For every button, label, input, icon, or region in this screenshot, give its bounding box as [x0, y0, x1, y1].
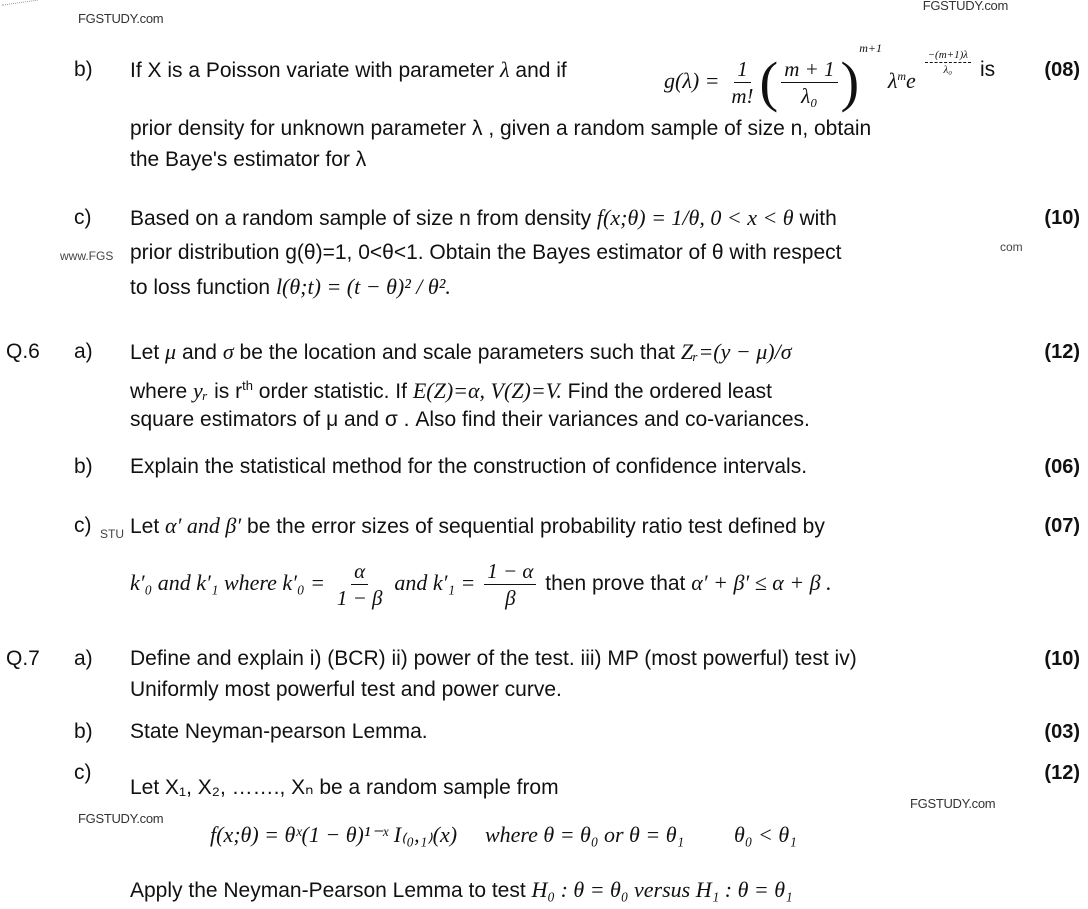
watermark-top-right: FGSTUDY.com — [922, 0, 1008, 13]
part-label: b) — [74, 720, 93, 743]
marks: (03) — [1044, 721, 1080, 743]
watermark-bottom-right: FGSTUDY.com — [910, 796, 996, 811]
part-label: c) — [74, 206, 92, 229]
part-label: b) — [74, 455, 93, 478]
part-label: b) — [74, 58, 93, 81]
question-text-line3: the Baye's estimator for λ — [130, 148, 367, 171]
watermark-left-partial: www.FGS — [60, 249, 114, 263]
prior-density-formula: g(λ) = $\frac{1}{m!}$ ( $\frac{m + 1}{\text{λ₀}}$ )$^{m+1}$ $\lambda^me$ $\frac{-(m+1)\lambda}{\text{λ₀}}$ — [664, 31, 974, 110]
question-number: Q.7 — [6, 647, 40, 670]
marks: (06) — [1044, 456, 1080, 478]
marks: (07) — [1044, 515, 1080, 537]
question-text-line2: prior density for unknown parameter λ , given a random sample of size n, obtain — [130, 117, 872, 140]
question-number: Q.6 — [6, 340, 40, 363]
marks: (10) — [1044, 207, 1080, 229]
scan-artifact — [2, 0, 42, 35]
watermark-right-partial: com — [1000, 240, 1023, 254]
marks: (10) — [1044, 648, 1080, 670]
part-label: c) — [74, 761, 92, 784]
bernoulli-density-formula: f(x;θ) = θˣ(1 − θ)¹⁻ˣ I₍₀,₁₎(x) where θ = θ₀ or θ = θ₁ θ₀ < θ₁ — [210, 822, 797, 847]
watermark-top-left: FGSTUDY.com — [78, 11, 164, 26]
part-label: c) — [74, 514, 92, 537]
question-text: Based on a random sample of size n from density f(x;θ) = 1/θ, 0 < x < θ with — [130, 205, 837, 230]
watermark-bottom-left: FGSTUDY.com — [78, 811, 164, 826]
watermark-stu-partial: STU — [100, 527, 124, 541]
part-label: a) — [74, 340, 93, 363]
marks: (08) — [1044, 59, 1080, 81]
question-text-line2: prior distribution g(θ)=1, 0<θ<1. Obtain the Bayes estimator of θ with respect — [130, 241, 842, 264]
question-text: If X is a Poisson variate with parameter λ and if — [130, 57, 567, 82]
marks: (12) — [1044, 341, 1080, 363]
part-label: a) — [74, 647, 93, 670]
marks: (12) — [1044, 762, 1080, 784]
